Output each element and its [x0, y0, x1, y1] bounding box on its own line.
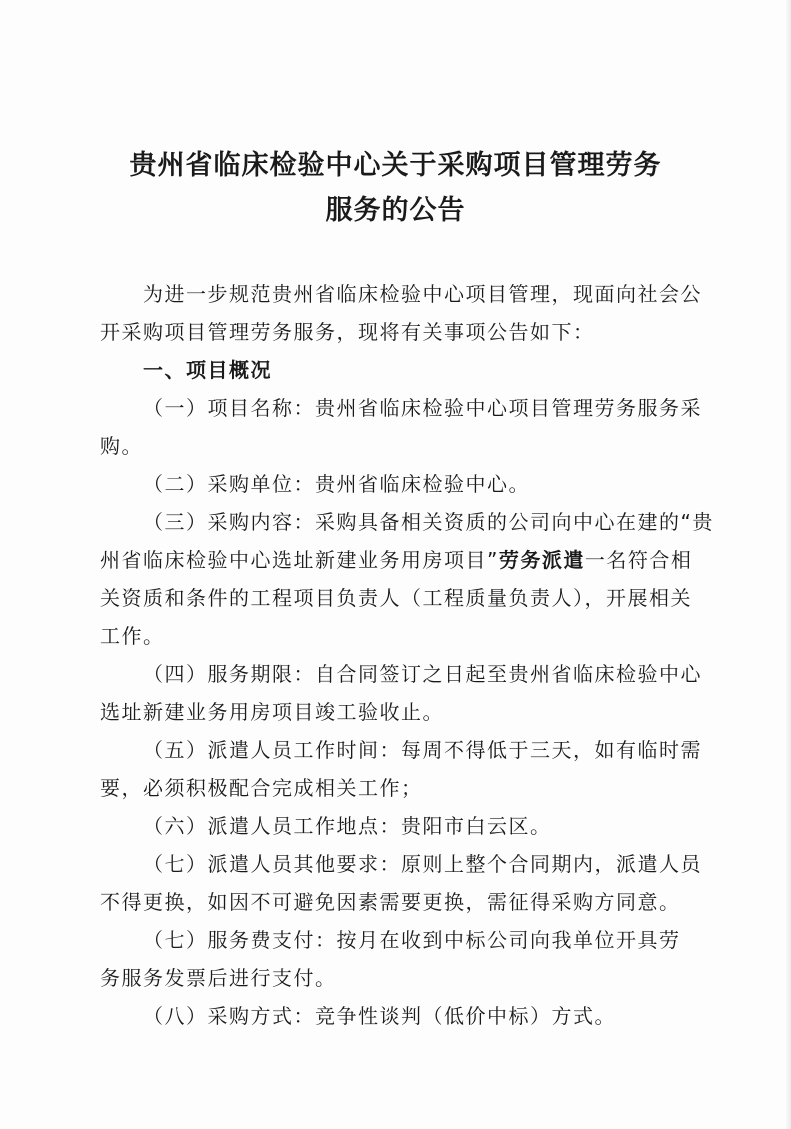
item-4-line-1: （四）服务期限：自合同签订之日起至贵州省临床检验中心 — [143, 662, 702, 686]
item-3-line-2-text-c: 一名符合相 — [584, 548, 693, 572]
item-6-line-1: （六）派遣人员工作地点：贵阳市白云区。 — [143, 814, 552, 838]
item-8-line-1: （八）采购方式：竞争性谈判（低价中标）方式。 — [143, 1004, 616, 1028]
item-7b-line-1: （七）服务费支付：按月在收到中标公司向我单位开具劳 — [143, 928, 681, 952]
item-7-line-2: 不得更换，如因不可避免因素需要更换，需征得采购方同意。 — [100, 890, 681, 914]
intro-paragraph-line-1: 为进一步规范贵州省临床检验中心项目管理，现面向社会公 — [143, 282, 702, 306]
item-1-line-2: 购。 — [100, 434, 143, 458]
scan-edge-shadow — [785, 0, 791, 1129]
intro-paragraph-line-2: 开采购项目管理劳务服务，现将有关事项公告如下： — [100, 320, 595, 344]
item-7-line-1: （七）派遣人员其他要求：原则上整个合同期内，派遣人员 — [143, 852, 702, 876]
item-7b-line-2: 务服务发票后进行支付。 — [100, 966, 337, 990]
item-3-line-1: （三）采购内容：采购具备相关资质的公司向中心在建的“贵 — [143, 510, 714, 534]
item-3-line-2-text-a: 州省临床检验中心选址新建业务用房项目” — [100, 548, 499, 572]
item-3-line-2-emphasis: 劳务派遣 — [498, 548, 585, 572]
document-title-line-1: 贵州省临床检验中心关于采购项目管理劳务 — [129, 150, 662, 181]
document-title-line-2: 服务的公告 — [325, 195, 466, 226]
item-3-line-2 — [100, 547, 692, 573]
item-2-line-1: （二）采购单位：贵州省临床检验中心。 — [143, 472, 530, 496]
item-5-line-2: 要，必须积极配合完成相关工作； — [100, 776, 423, 800]
section-heading-project-overview: 一、项目概况 — [143, 358, 272, 382]
item-1-line-1: （一）项目名称：贵州省临床检验中心项目管理劳务服务采 — [143, 396, 702, 420]
item-3-line-3: 关资质和条件的工程项目负责人（工程质量负责人），开展相关 — [100, 586, 692, 610]
item-3-line-4: 工作。 — [100, 624, 165, 648]
item-5-line-1: （五）派遣人员工作时间：每周不得低于三天，如有临时需 — [143, 738, 702, 762]
item-4-line-2: 选址新建业务用房项目竣工验收止。 — [100, 700, 444, 724]
